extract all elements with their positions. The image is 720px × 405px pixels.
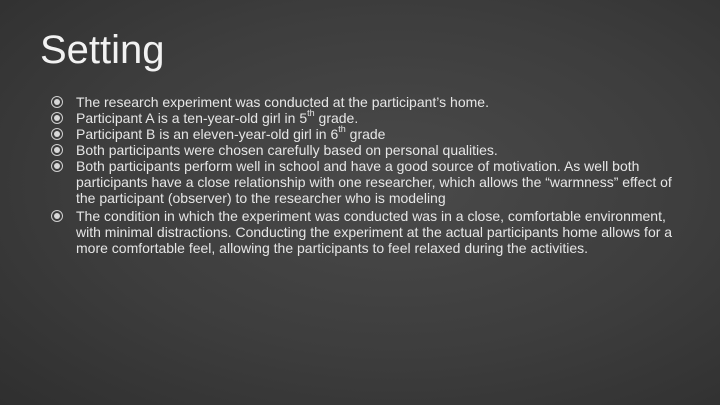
- circle-dot-icon: [48, 142, 76, 158]
- bullet-item: [48, 110, 688, 126]
- circle-dot-icon: [48, 208, 76, 224]
- bullet-item: [48, 142, 688, 158]
- circle-dot-icon: [48, 158, 76, 174]
- bullet-item: [48, 208, 688, 256]
- bullet-item: [48, 126, 688, 142]
- bullet-item: [48, 94, 688, 110]
- bullet-text: The research experiment was conducted at the participant’s home.: [76, 94, 489, 110]
- circle-dot-icon: [48, 110, 76, 126]
- bullet-text: Participant A is a ten-year-old girl in 5th grade.: [76, 108, 359, 126]
- circle-dot-icon: [48, 94, 76, 110]
- bullet-text: Both participants perform well in school and have a good source of motivation. As well both participants have a close relationship with one researcher, which allows the “warmness” effect of the participant (observer) to the researcher who is modeling: [76, 158, 672, 206]
- slide-title: Setting: [40, 28, 165, 72]
- bullet-item: [48, 158, 688, 206]
- bullet-text: The condition in which the experiment was conducted was in a close, comfortable environment, with minimal distractions. Conducting the experiment at the actual participants home allows for a more comfortable feel, allowing the participants to feel relaxed during the activities.: [76, 208, 673, 256]
- bullet-text: Both participants were chosen carefully based on personal qualities.: [76, 142, 498, 158]
- bullet-list: [48, 94, 688, 256]
- bullet-text: Participant B is an eleven-year-old girl in 6th grade: [76, 124, 386, 142]
- circle-dot-icon: [48, 126, 76, 142]
